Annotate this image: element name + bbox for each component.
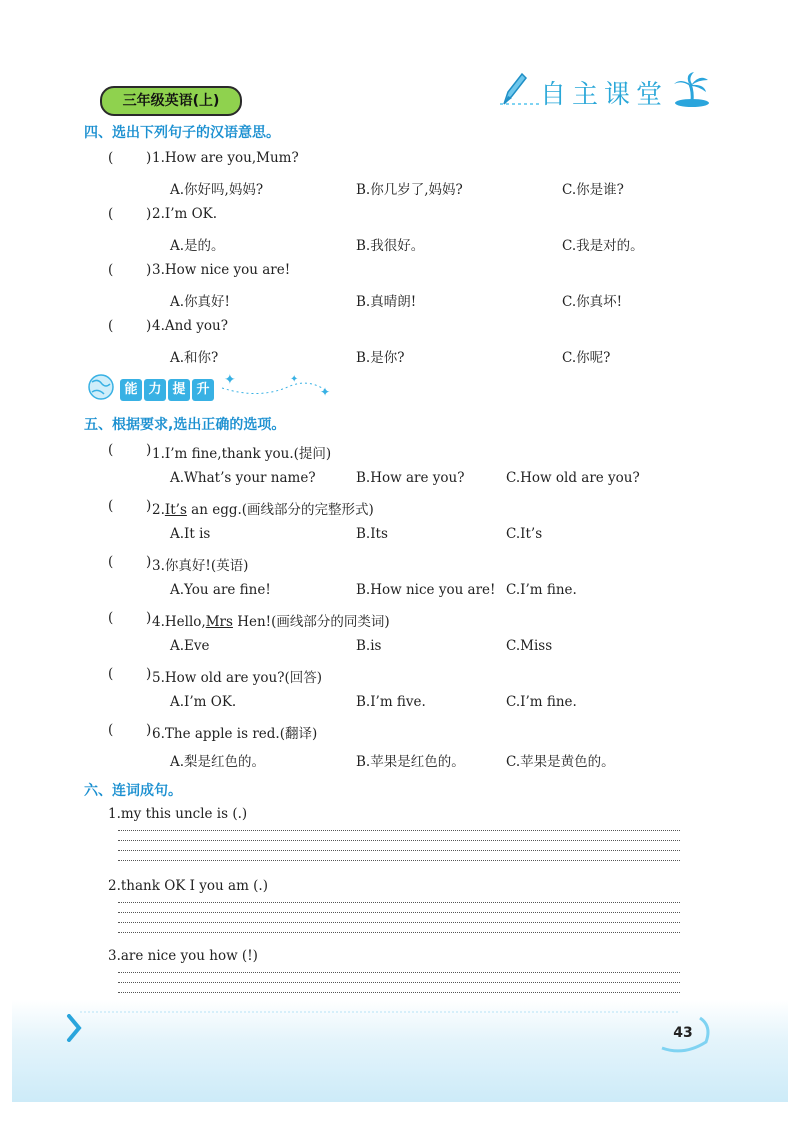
- option-a[interactable]: A.Eve: [170, 638, 210, 654]
- option-b[interactable]: B.How are you?: [356, 470, 465, 486]
- question-stem: 2.I’m OK.: [152, 206, 218, 222]
- answer-paren-close: ): [146, 554, 152, 570]
- banner-char: 力: [144, 379, 166, 401]
- option-c[interactable]: C.I’m fine.: [506, 694, 577, 710]
- option-c[interactable]: C.你呢?: [562, 350, 611, 366]
- option-c[interactable]: C.你真坏!: [562, 294, 623, 310]
- question-stem: 1.I’m fine,thank you.(提问): [152, 446, 332, 462]
- answer-line[interactable]: [118, 922, 680, 923]
- svg-text:✦: ✦: [224, 372, 236, 388]
- answer-paren-open: (: [108, 666, 114, 682]
- answer-paren-open: (: [108, 442, 114, 458]
- answer-paren-open: (: [108, 206, 114, 222]
- answer-line[interactable]: [118, 912, 680, 913]
- banner-char: 提: [168, 379, 190, 401]
- option-c[interactable]: C.你是谁?: [562, 182, 624, 198]
- answer-paren-close: ): [146, 262, 152, 278]
- option-a[interactable]: A.You are fine!: [170, 582, 271, 598]
- option-a[interactable]: A.It is: [170, 526, 211, 542]
- question-stem: 4.Hello,Mrs Hen!(画线部分的同类词): [152, 614, 390, 630]
- word-order-item: 2.thank OK I you am (.): [108, 878, 268, 894]
- option-c[interactable]: C.苹果是黄色的。: [506, 754, 615, 770]
- answer-paren-open: (: [108, 318, 114, 334]
- option-b[interactable]: B.How nice you are!: [356, 582, 496, 598]
- answer-paren-close: ): [146, 498, 152, 514]
- answer-paren-open: (: [108, 554, 114, 570]
- option-b[interactable]: B.你几岁了,妈妈?: [356, 182, 463, 198]
- banner-char: 能: [120, 379, 142, 401]
- globe-icon: [84, 372, 118, 402]
- section5-title: 五、根据要求,选出正确的选项。: [84, 417, 286, 433]
- option-c[interactable]: C.Miss: [506, 638, 553, 654]
- option-c[interactable]: C.How old are you?: [506, 470, 640, 486]
- question-stem: 6.The apple is red.(翻译): [152, 726, 318, 742]
- svg-text:✦: ✦: [320, 385, 331, 399]
- banner-char: 升: [192, 379, 214, 401]
- question-stem: 3.你真好!(英语): [152, 558, 249, 574]
- section4-title: 四、选出下列句子的汉语意思。: [84, 125, 280, 141]
- option-b[interactable]: B.is: [356, 638, 382, 654]
- answer-paren-close: ): [146, 722, 152, 738]
- answer-paren-close: ): [146, 442, 152, 458]
- question-stem: 3.How nice you are!: [152, 262, 291, 278]
- option-b[interactable]: B.Its: [356, 526, 388, 542]
- answer-line[interactable]: [118, 972, 680, 973]
- page-number: 43: [673, 1025, 693, 1041]
- option-a[interactable]: A.I’m OK.: [170, 694, 237, 710]
- answer-line[interactable]: [118, 840, 680, 841]
- answer-line[interactable]: [118, 860, 680, 861]
- option-c[interactable]: C.I’m fine.: [506, 582, 577, 598]
- option-a[interactable]: A.和你?: [170, 350, 219, 366]
- brand-title: 自主课堂: [540, 80, 669, 110]
- option-b[interactable]: B.苹果是红色的。: [356, 754, 465, 770]
- sparkle-trail-decoration: [220, 370, 340, 402]
- word-order-item: 1.my this uncle is (.): [108, 806, 248, 822]
- chevron-right-icon: [66, 1014, 82, 1042]
- option-a[interactable]: A.你真好!: [170, 294, 230, 310]
- option-c[interactable]: C.It’s: [506, 526, 543, 542]
- option-b[interactable]: B.是你?: [356, 350, 405, 366]
- question-stem: 2.It’s an egg.(画线部分的完整形式): [152, 502, 374, 518]
- answer-paren-open: (: [108, 498, 114, 514]
- ability-banner: [120, 378, 216, 401]
- answer-line[interactable]: [118, 830, 680, 831]
- word-order-item: 3.are nice you how (!): [108, 948, 258, 964]
- option-c[interactable]: C.我是对的。: [562, 238, 644, 254]
- answer-paren-close: ): [146, 610, 152, 626]
- answer-paren-open: (: [108, 262, 114, 278]
- answer-paren-open: (: [108, 722, 114, 738]
- answer-line[interactable]: [118, 982, 680, 983]
- option-a[interactable]: A.What’s your name?: [170, 470, 316, 486]
- question-stem: 4.And you?: [152, 318, 228, 334]
- svg-text:✦: ✦: [290, 374, 299, 385]
- answer-paren-open: (: [108, 610, 114, 626]
- option-b[interactable]: B.I’m five.: [356, 694, 426, 710]
- palm-island-icon: [672, 70, 712, 108]
- answer-line[interactable]: [118, 932, 680, 933]
- underlined-word: Mrs: [205, 614, 233, 630]
- answer-paren-close: ): [146, 206, 152, 222]
- footer-divider: [80, 1010, 680, 1014]
- option-a[interactable]: A.梨是红色的。: [170, 754, 266, 770]
- answer-paren-close: ): [146, 318, 152, 334]
- answer-line[interactable]: [118, 992, 680, 993]
- brand-underline: [500, 100, 540, 108]
- question-stem: 1.How are you,Mum?: [152, 150, 299, 166]
- option-a[interactable]: A.是的。: [170, 238, 225, 254]
- option-a[interactable]: A.你好吗,妈妈?: [170, 182, 264, 198]
- answer-paren-close: ): [146, 666, 152, 682]
- book-title-pill: 三年级英语(上): [100, 86, 242, 116]
- option-b[interactable]: B.我很好。: [356, 238, 425, 254]
- answer-paren-close: ): [146, 150, 152, 166]
- underlined-word: It’s: [164, 502, 187, 518]
- answer-line[interactable]: [118, 850, 680, 851]
- option-b[interactable]: B.真晴朗!: [356, 294, 417, 310]
- answer-line[interactable]: [118, 902, 680, 903]
- answer-paren-open: (: [108, 150, 114, 166]
- question-stem: 5.How old are you?(回答): [152, 670, 323, 686]
- section6-title: 六、连词成句。: [84, 783, 182, 799]
